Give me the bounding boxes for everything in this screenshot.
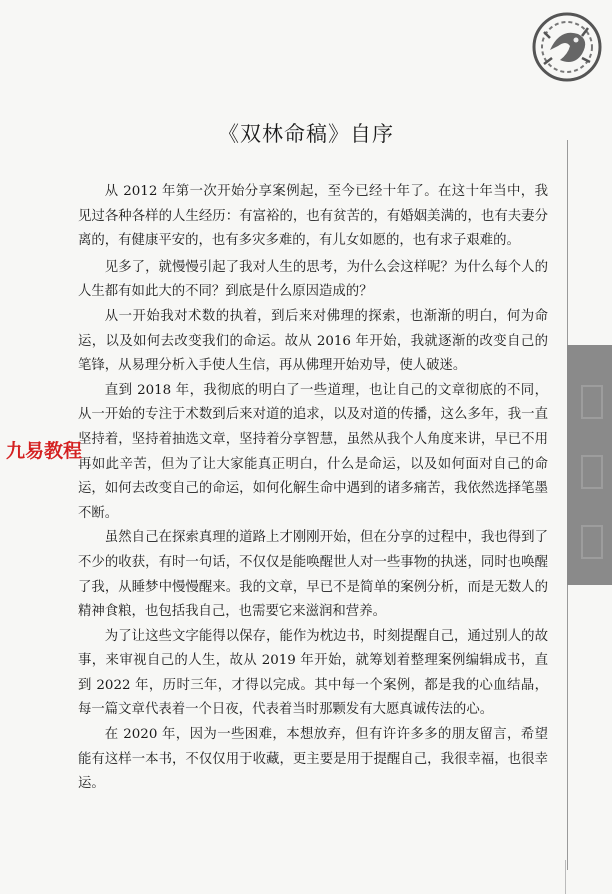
paragraph-4: 直到 2018 年，我彻底的明白了一些道理，也让自己的文章彻底的不同，从一开始的专注于术数到后来对道的追求，以及对道的传播，这么多年，我一直坚持着，坚持着抽选文章，坚持着分享智慧，虽然从我个人角度来讲，早已不用再如此辛苦，但为了让大家能真正明白，什么是命运，以及如何面对自己的命运，如何去改变自己的命运，如何化解生命中遇到的诸多痛苦，我依然选择笔墨不断。	[78, 382, 548, 521]
paragraph-1: 从 2012 年第一次开始分享案例起，至今已经十年了。在这十年当中，我见过各种各样的人生经历：有富裕的，也有贫苦的，有婚姻美满的，也有夫妻分离的，有健康平安的，也有多灾多难的，有儿女如愿的，也有求子艰难的。	[78, 184, 548, 249]
preface-body	[78, 180, 548, 797]
paragraph-2: 见多了，就慢慢引起了我对人生的思考，为什么会这样呢？为什么每个人的人生都有如此大的不同？到底是什么原因造成的？	[78, 259, 548, 300]
bottom-edge-line	[565, 860, 566, 894]
paragraph-7: 在 2020 年，因为一些困难，本想放弃，但有许许多多的朋友留言，希望能有这样一本书，不仅仅用于收藏，更主要是用于提醒自己，我很幸福，也很幸运。	[78, 727, 548, 792]
side-thumb-tab	[567, 345, 612, 585]
dragon-emblem-icon	[530, 10, 604, 84]
tab-decoration	[581, 525, 603, 559]
paragraph-5: 虽然自己在探索真理的道路上才刚刚开始，但在分享的过程中，我也得到了不少的收获，有时一句话，不仅仅是能唤醒世人对一些事物的执迷，同时也唤醒了我，从睡梦中慢慢醒来。我的文章，早已不是简单的案例分析，而是无数人的精神食粮，也包括我自己，也需要它来滋润和营养。	[78, 530, 548, 620]
page-title: 《双林命稿》自序	[218, 122, 394, 146]
tab-decoration	[581, 385, 603, 419]
paragraph-3: 从一开始我对术数的执着，到后来对佛理的探索，也渐渐的明白，何为命运，以及如何去改变我们的命运。故从 2016 年开始，我就逐渐的改变自己的笔锋，从易理分析入手使人生信，再从佛理开始劝导，使人破迷。	[78, 308, 548, 374]
watermark-logo: 九易教程	[6, 440, 83, 462]
tab-decoration	[581, 455, 603, 489]
paragraph-6: 为了让这些文字能得以保存，能作为枕边书，时刻提醒自己，通过别人的故事，来审视自己的人生，故从 2019 年开始，就筹划着整理案例编辑成书，直到 2022 年，历时三年，才得以完成。其中每一个案例，都是我的心血结晶，每一篇文章代表着一个日夜，代表着当时那颗发有大愿真诚传法的心。	[78, 628, 548, 718]
